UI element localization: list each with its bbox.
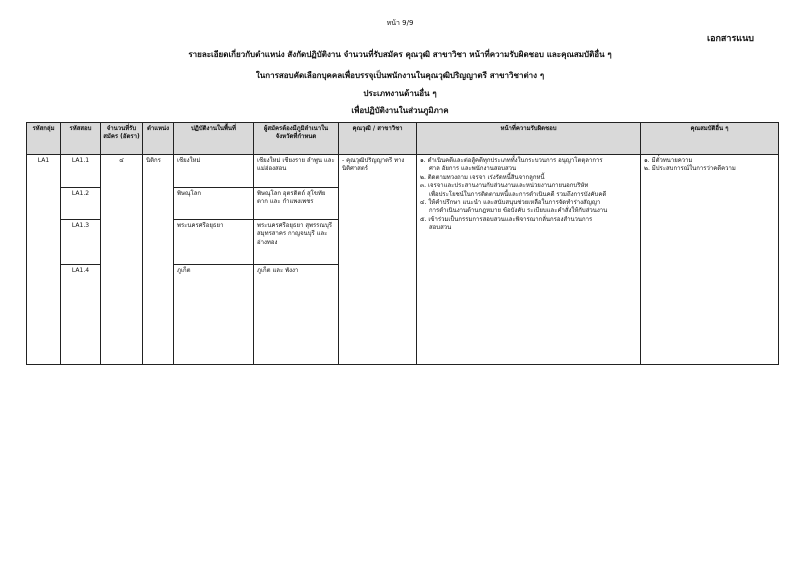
- duty-item: ๓. เจรจาและประสานงานกับส่วนงานและหน่วยงานภายนอกบริษัท: [420, 182, 589, 190]
- exam-code-cell: LA1.4: [61, 265, 101, 365]
- exam-code-cell: LA1.1: [61, 155, 101, 188]
- work-area-cell: ภูเก็ต: [174, 265, 254, 365]
- col-header-position: ตำแหน่ง: [143, 123, 174, 155]
- group-code-cell: LA1: [27, 155, 61, 365]
- page-number: หน้า 9/9: [386, 19, 414, 27]
- duty-item: ๕. เข้าร่วมเป็นกรรมการสอบสวนและพิจารณากลั่นกรองสำนวนการ: [420, 215, 593, 223]
- other-quals-cell: [641, 155, 779, 365]
- col-header-count: จำนวนที่รับสมัคร (อัตรา): [101, 123, 143, 155]
- qualification-cell: - คุณวุฒิปริญญาตรี ทางนิติศาสตร์: [339, 155, 417, 365]
- domicile-cell: เชียงใหม่ เชียงราย ลำพูน และแม่ฮ่องสอน: [254, 155, 339, 188]
- work-area-cell: พระนครศรีอยุธยา: [174, 220, 254, 265]
- col-header-work-area: ปฏิบัติงานในพื้นที่: [174, 123, 254, 155]
- attachment-label: เอกสารแนบ: [707, 34, 754, 44]
- position-cell: นิติกร: [143, 155, 174, 365]
- duty-item: ๔. ให้คำปรึกษา แนะนำ และสนับสนุนช่วยเหลือในการจัดทำร่างสัญญา: [420, 198, 601, 206]
- positions-table: [26, 122, 779, 365]
- duty-item-continued: ศาล อัยการ และพนักงานสอบสวน: [429, 165, 517, 173]
- duty-item: ๒. ติดตามทวงถาม เจรจา เร่งรัดหนี้สินจากลูกหนี้: [420, 173, 545, 181]
- duty-item: ๑. ดำเนินคดีและต่อสู้คดีทุกประเภททั้งในกระบวนการ อนุญาโตตุลาการ: [420, 157, 603, 164]
- duty-item-continued: เพื่อประโยชน์ในการติดตามหนี้และการดำเนินคดี รวมถึงการบังคับคดี: [429, 190, 607, 198]
- domicile-cell: พระนครศรีอยุธยา สุพรรณบุรี สมุทรสาคร กาญจนบุรี และ อ่างทอง: [254, 220, 339, 265]
- col-header-exam-code: รหัสสอบ: [61, 123, 101, 155]
- duty-item-continued: สอบสวน: [429, 224, 452, 232]
- region-heading: เพื่อปฏิบัติงานในส่วนภูมิภาค: [351, 106, 449, 115]
- other-qual-item: ๒. มีประสบการณ์ในการว่าคดีความ: [644, 165, 736, 173]
- document-subtitle: ในการสอบคัดเลือกบุคคลเพื่อบรรจุเป็นพนักงานในคุณวุฒิปริญญาตรี สาขาวิชาต่าง ๆ: [255, 71, 545, 80]
- duties-cell: [417, 155, 641, 365]
- work-area-cell: พิษณุโลก: [174, 188, 254, 220]
- col-header-other-quals: คุณสมบัติอื่น ๆ: [641, 123, 779, 155]
- exam-code-cell: LA1.2: [61, 188, 101, 220]
- col-header-duties: หน้าที่ความรับผิดชอบ: [417, 123, 641, 155]
- document-title: รายละเอียดเกี่ยวกับตำแหน่ง สังกัดปฏิบัติงาน จำนวนที่รับสมัคร คุณวุฒิ สาขาวิชา หน้าที่ความรับผิดชอบ และคุณสมบัติอื่น ๆ: [188, 50, 612, 59]
- other-qual-item: ๑. มีตั๋วทนายความ: [644, 157, 693, 164]
- domicile-cell: ภูเก็ต และ พังงา: [254, 265, 339, 365]
- col-header-domicile: ผู้สมัครต้องมีภูมิลำเนาในจังหวัดที่กำหนด: [254, 123, 339, 155]
- work-area-cell: เชียงใหม่: [174, 155, 254, 188]
- job-category-heading: ประเภทงานด้านอื่น ๆ: [363, 89, 437, 98]
- exam-code-cell: LA1.3: [61, 220, 101, 265]
- duty-item-continued: การดำเนินงานด้านกฎหมาย ข้อบังคับ ระเบียบและคำสั่งให้กับส่วนงาน: [429, 207, 608, 215]
- count-cell: ๔: [101, 155, 143, 365]
- table-row: [27, 155, 779, 188]
- col-header-group-code: รหัสกลุ่ม: [27, 123, 61, 155]
- domicile-cell: พิษณุโลก อุตรดิตถ์ สุโขทัย ตาก และ กำแพงเพชร: [254, 188, 339, 220]
- table-header-row: [27, 123, 779, 155]
- col-header-qualification: คุณวุฒิ / สาขาวิชา: [339, 123, 417, 155]
